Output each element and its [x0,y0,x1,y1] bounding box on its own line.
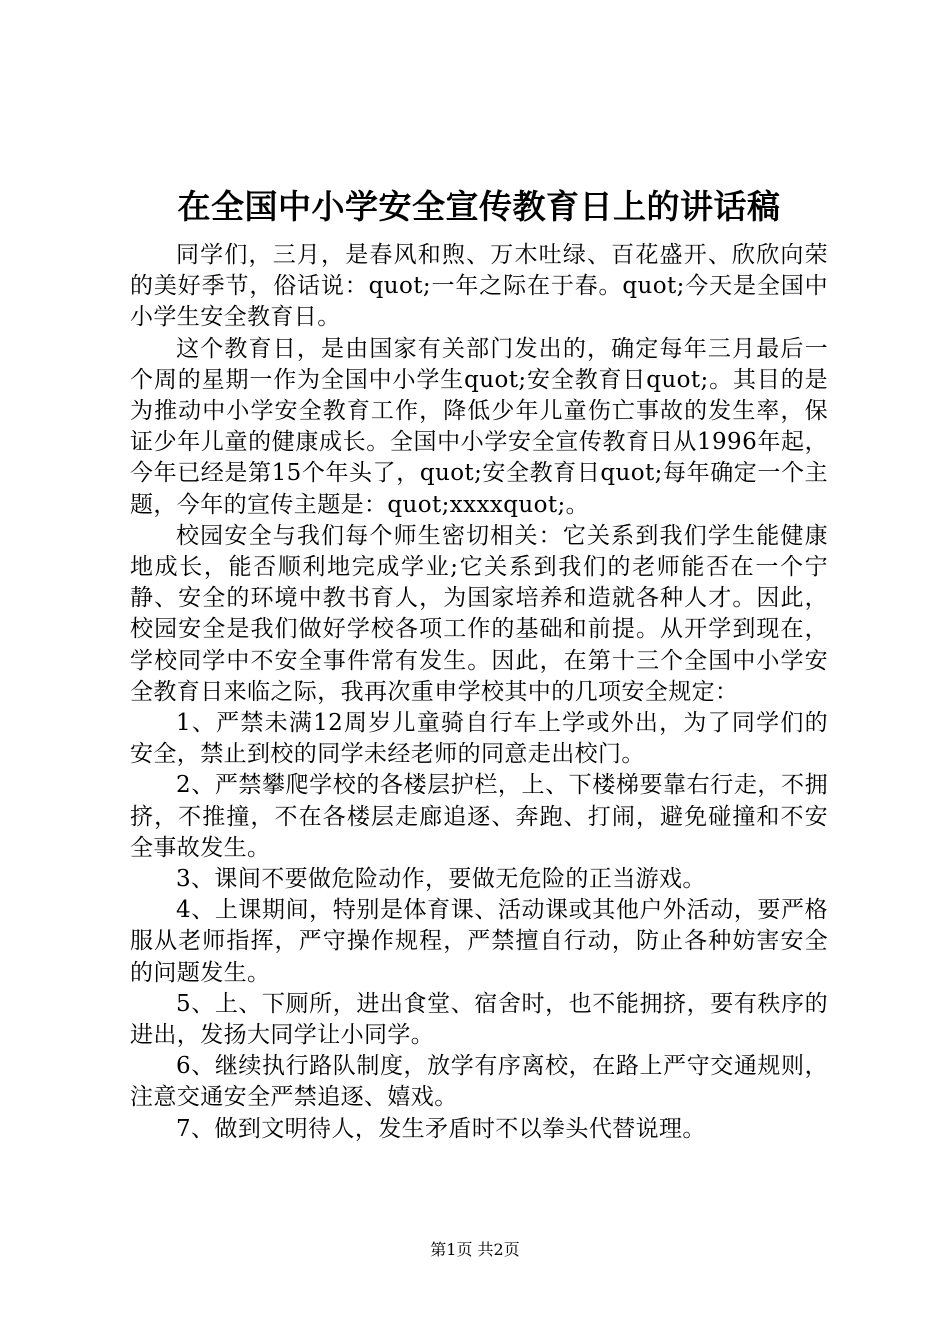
rule-item: 6、继续执行路队制度，放学有序离校，在路上严守交通规则，注意交通安全严禁追逐、嬉戏。 [130,1053,828,1111]
rule-item: 5、上、下厕所，进出食堂、宿舍时，也不能拥挤，要有秩序的进出，发扬大同学让小同学。 [130,990,828,1049]
rule-item: 4、上课期间，特别是体育课、活动课或其他户外活动，要严格服从老师指挥，严守操作规程，严禁擅自行动，防止各种妨害安全的问题发生。 [130,897,828,986]
rule-item: 7、做到文明待人，发生矛盾时不以拳头代替说理。 [176,1115,706,1142]
rule-item: 2、严禁攀爬学校的各楼层护栏，上、下楼梯要靠右行走，不拥挤，不推撞，不在各楼层走廊追逐、奔跑、打闹，避免碰撞和不安全事故发生。 [130,772,828,861]
rule-item: 1、严禁未满12周岁儿童骑自行车上学或外出，为了同学们的安全，禁止到校的同学未经老师的同意走出校门。 [130,710,828,768]
page-footer: 第1页 共2页 [430,1240,520,1259]
paragraph: 这个教育日，是由国家有关部门发出的，确定每年三月最后一个周的星期一作为全国中小学生quot;安全教育日quot;。其目的是为推动中小学安全教育工作，降低少年儿童伤亡事故的发生率，保证少年儿童的健康成长。全国中小学安全宣传教育日从1996年起，今年已经是第15个年头了，quot;安全教育日quot;每年确定一个主题，今年的宣传主题是：quot;xxxxquot;。 [130,335,828,518]
rule-item: 3、课间不要做危险动作，要做无危险的正当游戏。 [176,866,706,893]
paragraph: 校园安全与我们每个师生密切相关：它关系到我们学生能健康地成长，能否顺利地完成学业;它关系到我们的老师能否在一个宁静、安全的环境中教书育人，为国家培养和造就各种人才。因此，校园安全是我们做好学校各项工作的基础和前提。从开学到现在，学校同学中不安全事件常有发生。因此，在第十三个全国中小学安全教育日来临之际，我再次重申学校其中的几项安全规定： [130,522,828,705]
paragraph: 同学们，三月，是春风和煦、万木吐绿、百花盛开、欣欣向荣的美好季节，俗话说：quot;一年之际在于春。quot;今天是全国中小学生安全教育日。 [130,242,828,331]
document-body [130,240,828,1145]
document-title: 在全国中小学安全宣传教育日上的讲话稿 [177,187,781,226]
